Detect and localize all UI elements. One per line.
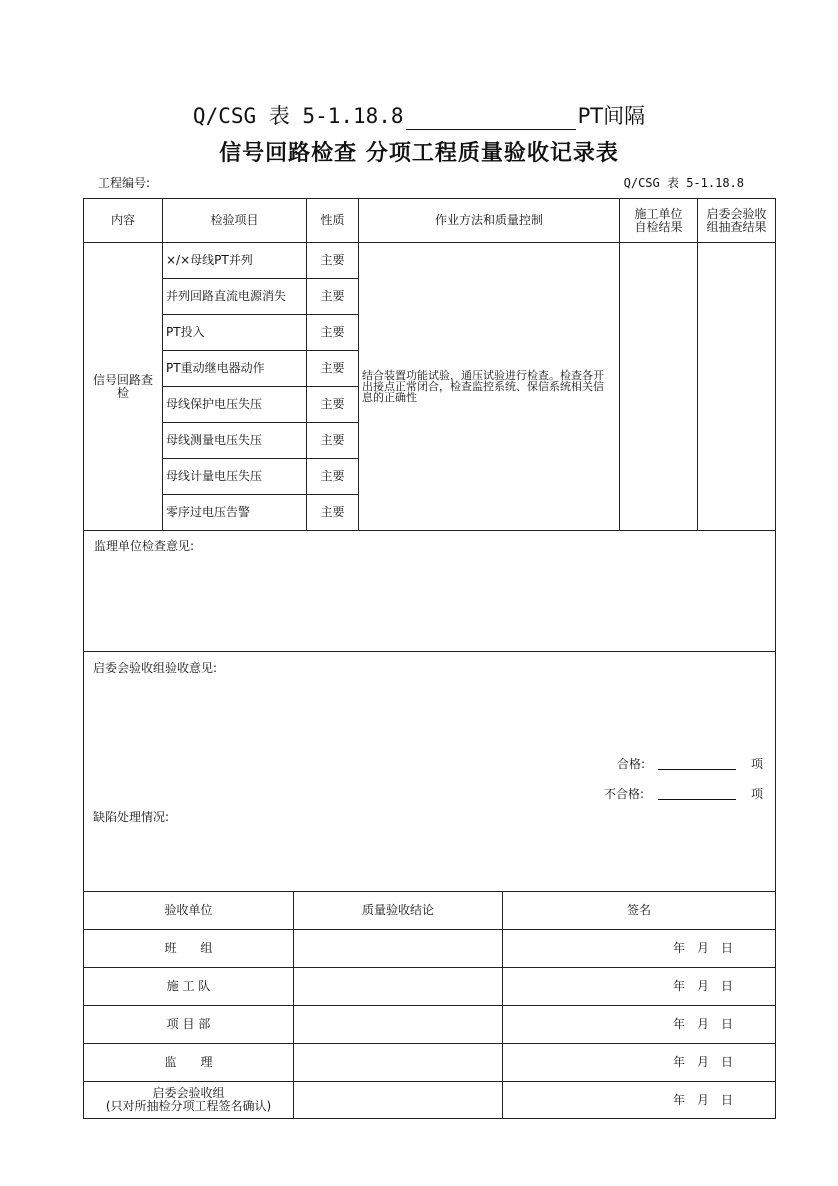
fail-count-field[interactable] xyxy=(658,799,736,800)
item-name: 母线计量电压失压 xyxy=(162,458,307,495)
item-name: 母线保护电压失压 xyxy=(162,386,307,423)
item-name: 零序过电压告警 xyxy=(162,494,307,531)
col-header-self-check xyxy=(619,198,698,243)
item-type: 主要 xyxy=(306,242,359,279)
col-header-committee-check xyxy=(697,198,776,243)
pass-unit: 项 xyxy=(751,757,764,771)
item-name: PT投入 xyxy=(162,314,307,351)
item-type: 主要 xyxy=(306,314,359,351)
col-header-committee-line2: 组抽查结果 xyxy=(706,219,767,234)
pass-count-field[interactable] xyxy=(658,769,736,770)
committee-check-result[interactable] xyxy=(697,242,776,531)
committee-opinion-label: 启委会验收组验收意见: xyxy=(93,661,218,675)
project-number-label: 工程编号: xyxy=(98,176,151,190)
signoff-unit-note: (只对所抽检分项工程签名确认) xyxy=(105,1099,272,1113)
signoff-date[interactable]: 年 月 日 xyxy=(502,1081,776,1119)
signoff-date[interactable]: 年 月 日 xyxy=(502,1043,776,1082)
page-title: 信号回路检查 分项工程质量验收记录表 xyxy=(219,141,619,166)
item-name: ×/×母线PT并列 xyxy=(162,242,307,279)
item-type: 主要 xyxy=(306,458,359,495)
form-code-prefix: Q/CSG 表 5-1.18.8 xyxy=(192,104,404,128)
fail-unit: 项 xyxy=(751,787,764,801)
col-header-self-check-line1: 施工单位 xyxy=(634,206,683,221)
col-header-self-check-line2: 自检结果 xyxy=(634,219,683,234)
form-code-title xyxy=(0,100,838,132)
signoff-conclusion[interactable] xyxy=(293,929,503,968)
signoff-conclusion[interactable] xyxy=(293,967,503,1006)
form-code: Q/CSG 表 5-1.18.8 xyxy=(623,176,744,190)
signoff-header-unit: 验收单位 xyxy=(83,891,294,930)
signoff-unit: 监 理 xyxy=(83,1043,294,1082)
group-label-line2: 检 xyxy=(116,385,129,400)
signoff-date[interactable]: 年 月 日 xyxy=(502,929,776,968)
col-header-content: 内容 xyxy=(83,198,163,243)
signoff-unit-committee xyxy=(83,1081,294,1119)
committee-opinion-box[interactable] xyxy=(83,651,776,892)
item-type: 主要 xyxy=(306,386,359,423)
signoff-date[interactable]: 年 月 日 xyxy=(502,1005,776,1044)
signoff-conclusion[interactable] xyxy=(293,1081,503,1119)
col-header-item: 检验项目 xyxy=(162,198,307,243)
signoff-date[interactable]: 年 月 日 xyxy=(502,967,776,1006)
method-description: 结合装置功能试验，通压试验进行检查。检查各开出接点正常闭合，检查监控系统、保信系统相关信息的正确性 xyxy=(358,242,620,531)
form-code-suffix: PT间隔 xyxy=(577,104,646,128)
defect-handling-label: 缺陷处理情况: xyxy=(93,810,170,824)
self-check-result[interactable] xyxy=(619,242,698,531)
item-type: 主要 xyxy=(306,350,359,387)
signoff-unit-name: 启委会验收组 xyxy=(152,1086,225,1100)
signoff-header-signature: 签名 xyxy=(502,891,776,930)
group-cell xyxy=(83,242,163,531)
signoff-unit: 班 组 xyxy=(83,929,294,968)
supervisor-opinion-label: 监理单位检查意见: xyxy=(94,539,195,553)
bay-name-blank[interactable] xyxy=(406,107,576,130)
col-header-method: 作业方法和质量控制 xyxy=(358,198,620,243)
signoff-conclusion[interactable] xyxy=(293,1043,503,1082)
fail-label: 不合格: xyxy=(604,787,645,801)
signoff-unit: 施 工 队 xyxy=(83,967,294,1006)
signoff-unit: 项 目 部 xyxy=(83,1005,294,1044)
item-type: 主要 xyxy=(306,278,359,315)
pass-label: 合格: xyxy=(617,757,646,771)
item-name: 并列回路直流电源消失 xyxy=(162,278,307,315)
signoff-header-conclusion: 质量验收结论 xyxy=(293,891,503,930)
col-header-type: 性质 xyxy=(306,198,359,243)
col-header-committee-line1: 启委会验收 xyxy=(706,206,767,221)
item-type: 主要 xyxy=(306,494,359,531)
item-name: 母线测量电压失压 xyxy=(162,422,307,459)
item-name: PT重动继电器动作 xyxy=(162,350,307,387)
supervisor-opinion-box[interactable] xyxy=(83,530,776,652)
item-type: 主要 xyxy=(306,422,359,459)
signoff-conclusion[interactable] xyxy=(293,1005,503,1044)
group-label-line1: 信号回路查 xyxy=(92,372,153,387)
